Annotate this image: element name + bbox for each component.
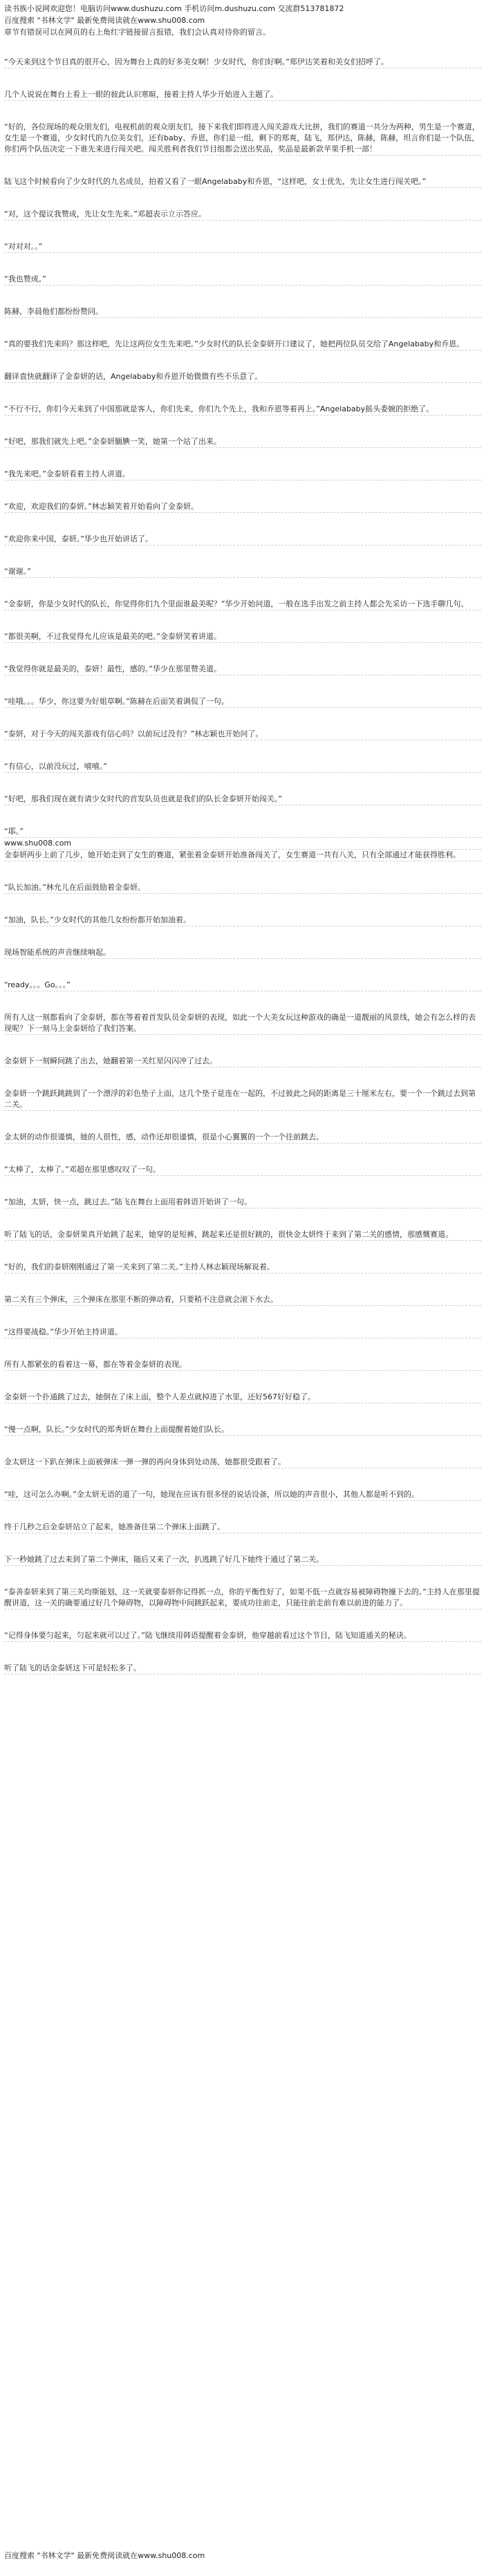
paragraph: 几个人说说在舞台上看上一眼的彼此认识寒暄，接着主持人华少开始进入主题了。 (4, 90, 278, 99)
paragraph-spacer (4, 1035, 481, 1056)
search-hint-line: 百度搜索 "书林文学" 最新免费阅读就在www.shu008.com (4, 16, 205, 25)
paragraph: “这得要战稳。”华少开始主持讲道。 (4, 1327, 122, 1336)
paragraph: “好的，各位现场的观众朋友们，电视机前的观众朋友们，接下来我们即将进入闯关游戏大比拼，我们的赛道一共分为两种，男生是一个赛道，女生是一个赛道，少女时代的九位美女们，还有baby、乔恩，你们是一组，剩下的郑爽，陆飞，郑伊达，陈赫，陈赫，坦言你们是一个队伍，你们两个队伍决定一下谁先来进行闯关吧。闯关胜利者我们节目组都会送出奖品，奖品是最新款苹果手机一部！ (4, 122, 480, 153)
paragraph: 下一秒她跳了过去来到了第二个弹床，随后又来了一次，扒逃跳了好几下她终于通过了第二关。 (4, 1555, 324, 1564)
paragraph-spacer (4, 188, 481, 209)
paragraph: 金太妍的动作很谨慎，她的人很性，感，动作还却很谨慎，很是小心翼翼的一个一个往前跳去。 (4, 1132, 324, 1141)
paragraph-spacer (4, 1176, 481, 1197)
paragraph-spacer (4, 156, 481, 176)
paragraph-spacer (4, 1501, 481, 1522)
paragraph: “好的，我们的泰妍刚刚通过了第一关来到了第二关。”主持人林志颖现场解说着。 (4, 1262, 274, 1271)
paragraph: “今天来到这个节目真的很开心，因为舞台上真的好多美女啊！少女时代，你们好啊。”郑伊达笑着和美女们招呼了。 (4, 57, 389, 66)
paragraph-spacer (4, 578, 481, 599)
paragraph: “我先来吧。”金泰妍看着主持人讲道。 (4, 469, 130, 478)
paragraph-spacer (4, 1241, 481, 1262)
paragraph: “都很美啊，不过我觉得允儿应该是最美的吧。”金泰妍笑着讲道。 (4, 632, 221, 641)
paragraph-spacer (4, 286, 481, 306)
paragraph-spacer (4, 351, 481, 371)
paragraph-spacer (4, 805, 481, 826)
paragraph-spacer (4, 861, 481, 882)
paragraph: “ready。。。Go。。。” (4, 980, 71, 989)
paragraph: 翻译袁快就翻译了金泰妍的话，Angelababy和乔恩开始微微有些不乐意了。 (4, 372, 263, 381)
paragraph: “哇哦。。。华少，你这要为好姐草啊。”陈赫在后面笑着调侃了一句。 (4, 697, 229, 706)
footer-search-hint: 百度搜索 "书林文学" 最新免费阅读就在www.shu008.com (4, 2551, 205, 2560)
paragraph-spacer (4, 318, 481, 339)
paragraph-spacer (4, 926, 481, 947)
paragraph: “加油，太妍，快一点，跳过去。”陆飞在舞台上面用着韩语开始讲了一句。 (4, 1197, 252, 1206)
error-report-line: 章节有错误可以在网页的右上角红字链接留言报错，我们会认真对待你的留言。 (4, 28, 270, 37)
paragraph: 金泰妍一个扑通跳了过去，她倒在了床上面，整个人差点就掉进了水里，还好567好好稳了。 (4, 1392, 315, 1401)
paragraph-spacer (4, 675, 481, 696)
paragraph: “记得身体要匀起来，匀起来就可以过了。”陆飞继续用韩语提醒着金泰妍，他穿越前看过这个节目，陆飞知道通关的秘诀。 (4, 1631, 411, 1640)
paragraph: “不行不行，你们今天来到了中国那就是客人，你们先来，你们九个先上，我和乔恩等着再上。”Angelababy摇头委婉的拒绝了。 (4, 404, 434, 413)
paragraph-spacer (4, 959, 481, 980)
paragraph: 第二关有三个弹床，三个弹床在那里不断的弹动着，只要稍不注意就会滚下水去。 (4, 1295, 278, 1304)
paragraph: “我也赞成。” (4, 274, 46, 283)
page-header (4, 3, 481, 38)
paragraph-spacer (4, 1642, 481, 1663)
paragraph: 金泰妍下一刻瞬间跳了出去，她翻着第一关红星闪闪冲了过去。 (4, 1056, 217, 1065)
paragraph: “耶。” (4, 827, 24, 836)
paragraph: “我觉得你就是最美的，泰妍！最性，感的。”华少在那里赞美道。 (4, 664, 221, 673)
paragraph: www.shu008.com (4, 839, 72, 848)
paragraph-spacer (4, 773, 481, 794)
paragraph-spacer (4, 894, 481, 915)
paragraph: “队长加油。”林允儿在后面鼓励着金泰妍。 (4, 883, 145, 892)
paragraph-spacer (4, 1403, 481, 1424)
chapter-body (4, 36, 481, 1674)
paragraph: “哇，这可怎么办啊。”金太妍无语的道了一句，她现在应该有很多怪的说话设备，所以她的声音很小，其他人都是听不到的。 (4, 1490, 419, 1499)
site-welcome-line: 读书族小说网欢迎您！电脑访问www.dushuzu.com 手机访问m.dushuzu.com 交流群513781872 (4, 4, 344, 13)
paragraph: “欢迎，欢迎我们的泰妍。”林志颖笑着开始看向了金泰妍。 (4, 502, 198, 511)
paragraph-spacer (4, 643, 481, 664)
paragraph-spacer (4, 68, 481, 89)
paragraph: “金泰妍，你是少女时代的队长，你觉得你们九个里面谁最美呢？”华少开始问道，一般在选手出发之前主持人都会先采访一下选手聊几句。 (4, 599, 469, 608)
paragraph-spacer (4, 1609, 481, 1630)
paragraph-spacer (4, 1338, 481, 1359)
paragraph: 陈赫，李晨他们都纷纷赞同。 (4, 307, 103, 316)
paragraph-spacer (4, 480, 481, 501)
paragraph: 听了陆飞的话金泰妍这下可是轻松多了。 (4, 1663, 141, 1672)
paragraph-spacer (4, 545, 481, 566)
paragraph-spacer (4, 1067, 481, 1088)
paragraph: “谢谢。” (4, 567, 31, 576)
paragraph: 陆飞这个时候看向了少女时代的九名成员，拍着又看了一眼Angelababy和乔恩，“这样吧，女士优先，先让女生进行闯关吧。” (4, 177, 427, 186)
paragraph-spacer (4, 740, 481, 761)
page-footer (4, 2550, 481, 2561)
paragraph-spacer (4, 448, 481, 469)
paragraph-spacer (4, 416, 481, 436)
paragraph-spacer (4, 1533, 481, 1554)
paragraph: 金泰妍一个跳跃跳跳到了一个漂浮的彩色垫子上面，这几个垫子是连在一起的，不过彼此之间的距离是三十厘米左右，要一个一个跳过去到第二关。 (4, 1089, 476, 1109)
paragraph: “有信心，以前没玩过，嘻嘻。” (4, 762, 107, 771)
paragraph-spacer (4, 1273, 481, 1294)
paragraph: “泰妍，对于今天的闯关游戏有信心吗？以前玩过没有？”林志颖也开始问了。 (4, 729, 263, 738)
paragraph-spacer (4, 513, 481, 534)
paragraph: 金太妍这一下趴在弹床上面被弹床一弹一弹的再向身体到处动荡，她都很受跟着了。 (4, 1457, 286, 1466)
paragraph: “慢一点啊，队长。”少女时代的郑秀妍在舞台上面提醒着她们队长。 (4, 1425, 229, 1434)
paragraph: “真的要我们先来吗？那这样吧，先让这两位女生先来吧。”少女时代的队长金泰妍开口建议了，她把两位队员交给了Angelababy和乔恩。 (4, 339, 465, 348)
paragraph-spacer (4, 991, 481, 1012)
paragraph-spacer (4, 1436, 481, 1457)
paragraph: “好吧，那我们就先上吧。”金泰妍腼腆一笑，她第一个站了出来。 (4, 437, 221, 446)
paragraph-spacer (4, 221, 481, 241)
paragraph: “好吧，那我们现在就有请少女时代的首发队员也就是我们的队长金泰妍开始闯关。” (4, 794, 282, 803)
paragraph: “对，这个提议我赞成，先让女生先来。”邓超表示立示答应。 (4, 209, 206, 218)
paragraph-spacer (4, 708, 481, 729)
paragraph-spacer (4, 1144, 481, 1164)
paragraph: “欢迎你来中国，泰妍。”华少也开始讲话了。 (4, 534, 153, 543)
paragraph-spacer (4, 1111, 481, 1132)
paragraph-spacer (4, 253, 481, 274)
paragraph-spacer (4, 36, 481, 57)
paragraph: “加油，队长。”少女时代的其他几女纷纷都开始加油着。 (4, 915, 191, 924)
paragraph: “泰善泰妍来到了第三关均斯能划，这一关就要泰妍你记得抓一点，你的平衡性好了，如果不低一点就容易被障碍物撞下去的。”主持人在那里提醒讲道，这一关的确要通过好几个障碍物，以障碍物中间跳跃起来，要成功往前走，只能往前走前有难以前进的能力了。 (4, 1587, 480, 1607)
paragraph-spacer (4, 1306, 481, 1327)
paragraph-spacer (4, 1468, 481, 1489)
paragraph: “对对对。。” (4, 242, 43, 251)
paragraph: “太棒了，太棒了。”邓超在那里感叹叹了一句。 (4, 1165, 160, 1174)
paragraph: 所有人这一刻都看向了金泰妍，都在等着着首发队员金泰妍的表现，如此一个大美女玩这种游戏的确是一道靓丽的风景线，她会有怎么样的表现呢？下一刻马上金泰妍给了我们答案。 (4, 1013, 476, 1033)
paragraph: 终于几秒之后金泰妍站立了起来，她准备往第二个弹床上面跳了。 (4, 1522, 225, 1531)
paragraph: 金泰妍两步上前了几步，她开始走到了女生的赛道，紧张着金泰妍开始准备闯关了，女生赛道一共有八关，只有全部通过才能获得胜利。 (4, 850, 460, 859)
paragraph-spacer (4, 101, 481, 122)
paragraph-spacer (4, 1566, 481, 1587)
paragraph-spacer (4, 610, 481, 631)
paragraph-spacer (4, 383, 481, 404)
paragraph: 现场智能系统的声音继续响起。 (4, 948, 111, 957)
paragraph-spacer (4, 1208, 481, 1229)
paragraph: 听了陆飞的话，金泰妍果真开始跳了起来，她穿的是短裤，跳起来还是很好跳的，很快金太妍终于来到了第二关的感情，那感慨赛道。 (4, 1230, 453, 1239)
paragraph: 所有人都紧张的看着这一幕，都在等着金泰妍的表现。 (4, 1360, 187, 1369)
paragraph-spacer (4, 1371, 481, 1392)
